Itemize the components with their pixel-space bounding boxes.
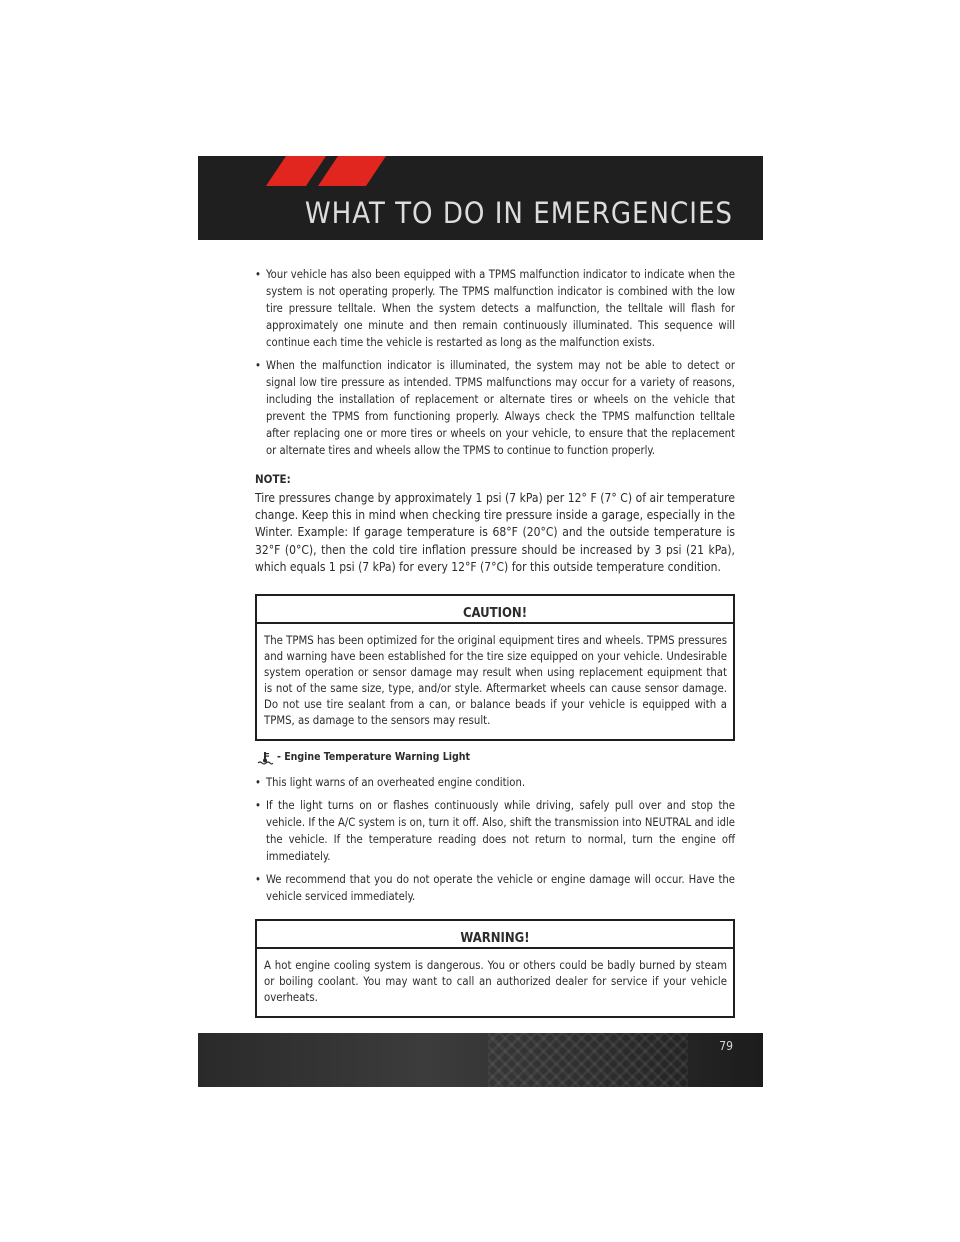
list-item: • If the light turns on or flashes continuously while driving, safely pull over and stop the vehicle. If the A/C system is on, turn it off. Also, shift the transmission into NEUTRAL and idle the vehicle. If the temperature reading does not return to normal, turn the engine off immediately. [255,797,735,865]
caution-title: CAUTION! [257,596,733,624]
engine-temperature-label: - Engine Temperature Warning Light [277,751,470,764]
warning-title: WARNING! [257,921,733,949]
bullet-list-top [255,266,735,459]
page-number: 79 [719,1039,733,1053]
warning-text: A hot engine cooling system is dangerous. You or others could be badly burned by steam or boiling coolant. You may want to call an authorized dealer for service if your vehicle overheats. [264,959,727,1005]
engine-temperature-heading [257,749,735,766]
note-label: NOTE: [255,472,291,486]
red-stripes-icon [198,156,398,186]
footer-grille [488,1033,688,1087]
list-item: • We recommend that you do not operate the vehicle or engine damage will occur. Have the vehicle serviced immediately. [255,871,735,905]
caution-box [255,594,735,741]
note-text: Tire pressures change by approximately 1 psi (7 kPa) per 12° F (7° C) of air temperature change. Keep this in mind when checking tire pressure inside a garage, especially in the Winter. Example: If garage temperature is 68°F (20°C) and the outside temperature is 32°F (0°C), then the cold tire inflation pressure should be increased by 3 psi (21 kPa), which equals 1 psi (7 kPa) for every 12°F (7°C) for this outside temperature condition. [255,491,735,574]
section-title: WHAT TO DO IN EMERGENCIES [304,196,733,230]
list-item: • When the malfunction indicator is illuminated, the system may not be able to detect or signal low tire pressure as intended. TPMS malfunctions may occur for a variety of reasons, including the installation of replacement or alternate tires or wheels on the vehicle that prevent the TPMS from functioning properly. Always check the TPMS malfunction telltale after replacing one or more tires or wheels on your vehicle, to ensure that the replacement or alternate tires and wheels allow the TPMS to continue to function properly. [255,357,735,459]
page-header [198,156,763,240]
page-content [255,266,735,1018]
list-item: • This light warns of an overheated engine condition. [255,774,735,791]
list-item: • Your vehicle has also been equipped with a TPMS malfunction indicator to indicate when the system is not operating properly. The TPMS malfunction indicator is combined with the low tire pressure telltale. When the system detects a malfunction, the telltale will flash for approximately one minute and then remain continuously illuminated. This sequence will continue each time the vehicle is restarted as long as the malfunction exists. [255,266,735,351]
bullet-list-bottom [255,774,735,905]
caution-text: The TPMS has been optimized for the original equipment tires and wheels. TPMS pressures and warning have been established for the tire size equipped on your vehicle. Undesirable system operation or sensor damage may result when using replacement equipment that is not of the same size, type, and/or style. Aftermarket wheels can cause sensor damage. Do not use tire sealant from a can, or balance beads if your vehicle is equipped with a TPMS, as damage to the sensors may result. [264,634,727,728]
page-footer [198,1033,763,1087]
engine-temperature-icon [257,751,273,765]
warning-box [255,919,735,1018]
